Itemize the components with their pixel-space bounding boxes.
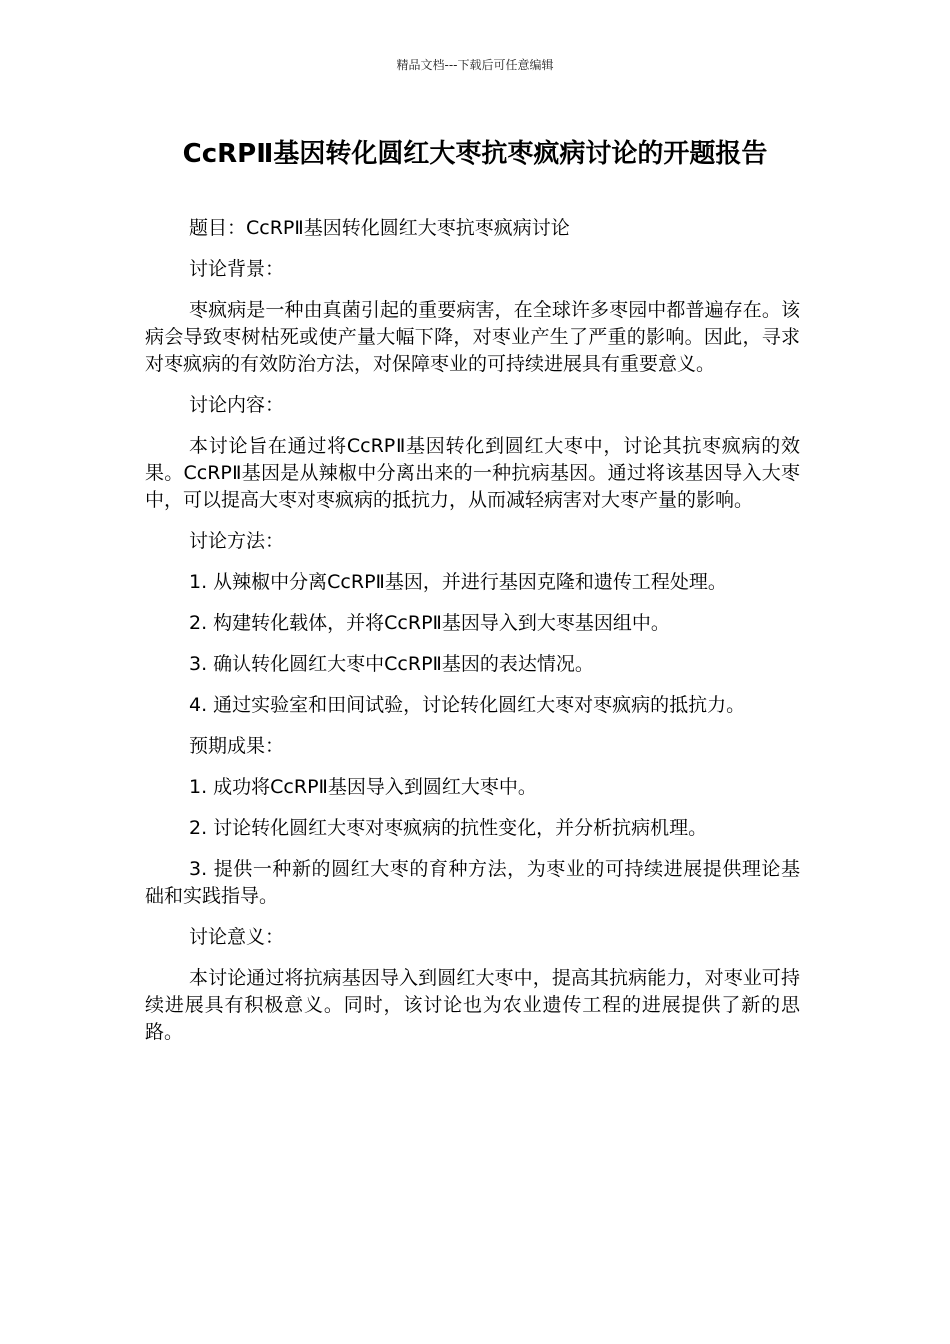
method-item: 4. 通过实验室和田间试验，讨论转化圆红大枣对枣疯病的抵抗力。	[189, 694, 746, 716]
outcome-item: 3. 提供一种新的圆红大枣的育种方法，为枣业的可持续进展提供理论基础和实践指导。	[145, 858, 800, 907]
outcome-item: 2. 讨论转化圆红大枣对枣疯病的抗性变化，并分析抗病机理。	[189, 817, 708, 839]
outcome-item: 1. 成功将CcRPⅡ基因导入到圆红大枣中。	[189, 776, 537, 798]
topic-line: 题目：CcRPⅡ基因转化圆红大枣抗枣疯病讨论	[189, 217, 570, 239]
section-heading-background: 讨论背景：	[189, 258, 285, 280]
background-paragraph: 枣疯病是一种由真菌引起的重要病害，在全球许多枣园中都普遍存在。该病会导致枣树枯死或使产量大幅下降，对枣业产生了严重的影响。因此，寻求对枣疯病的有效防治方法，对保障枣业的可持续进展具有重要意义。	[145, 299, 800, 375]
section-heading-content: 讨论内容：	[189, 394, 285, 416]
content-paragraph: 本讨论旨在通过将CcRPⅡ基因转化到圆红大枣中，讨论其抗枣疯病的效果。CcRPⅡ基因是从辣椒中分离出来的一种抗病基因。通过将该基因导入大枣中，可以提高大枣对枣疯病的抵抗力，从而减轻病害对大枣产量的影响。	[145, 435, 800, 511]
method-item: 1. 从辣椒中分离CcRPⅡ基因，并进行基因克隆和遗传工程处理。	[189, 571, 727, 593]
method-item: 2. 构建转化载体，并将CcRPⅡ基因导入到大枣基因组中。	[189, 612, 670, 634]
method-item: 3. 确认转化圆红大枣中CcRPⅡ基因的表达情况。	[189, 653, 594, 675]
section-heading-significance: 讨论意义：	[189, 926, 285, 948]
section-heading-outcomes: 预期成果：	[189, 735, 285, 757]
page-header: 精品文档---下载后可任意编辑	[396, 58, 554, 72]
document-title: CcRPⅡ基因转化圆红大枣抗枣疯病讨论的开题报告	[182, 139, 768, 169]
document-body	[145, 215, 800, 1060]
section-heading-methods: 讨论方法：	[189, 530, 285, 552]
significance-paragraph: 本讨论通过将抗病基因导入到圆红大枣中，提高其抗病能力，对枣业可持续进展具有积极意义。同时，该讨论也为农业遗传工程的进展提供了新的思路。	[145, 967, 800, 1043]
